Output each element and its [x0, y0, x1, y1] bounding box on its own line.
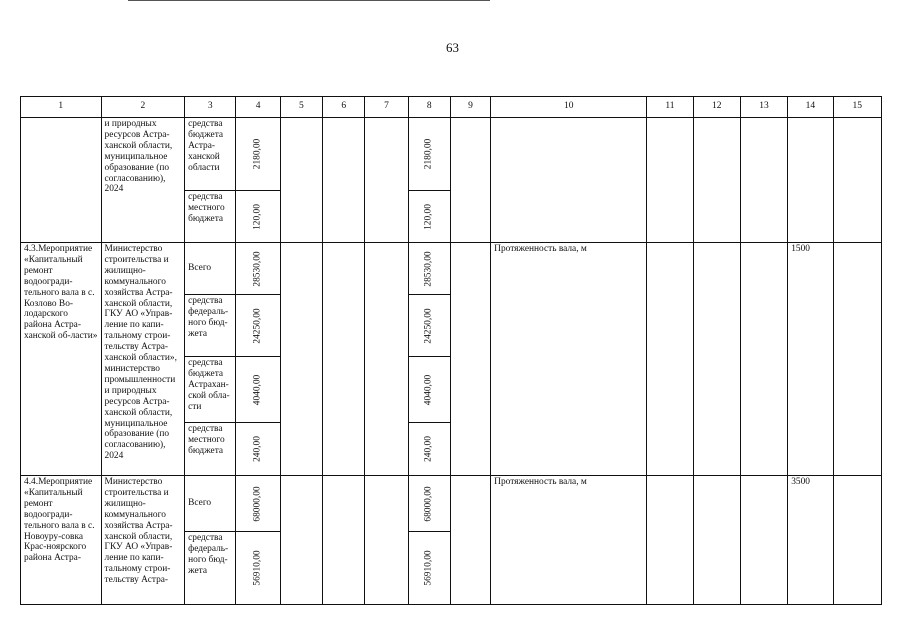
header-cell: 6 [323, 97, 365, 118]
source-cell: средства местного бюджета [185, 423, 236, 476]
source-cell: средства федераль-ного бюд-жета [185, 532, 236, 605]
table-row [21, 118, 882, 191]
header-cell: 7 [365, 97, 408, 118]
header-cell: 10 [491, 97, 647, 118]
executor-cell: и природных ресурсов Астра-ханской области, муниципальное образование (по согласованию), 2024 [101, 118, 185, 243]
header-cell: 12 [693, 97, 740, 118]
amount-cell: 28530,00 [236, 243, 280, 295]
header-cell: 15 [833, 97, 881, 118]
amount-cell: 4040,00 [408, 357, 450, 423]
table-row [21, 243, 882, 295]
amount-cell: 24250,00 [236, 295, 280, 357]
source-cell: средства бюджета Астра-ханской области [185, 118, 236, 191]
col1-cell [21, 118, 102, 243]
source-cell: средства федераль-ного бюд-жета [185, 295, 236, 357]
header-cell: 13 [740, 97, 787, 118]
header-cell: 4 [236, 97, 280, 118]
header-cell: 8 [408, 97, 450, 118]
table-row [21, 476, 882, 532]
header-cell: 1 [21, 97, 102, 118]
header-cell: 3 [185, 97, 236, 118]
header-cell: 11 [647, 97, 693, 118]
header-cell: 14 [788, 97, 833, 118]
header-cell: 2 [101, 97, 185, 118]
budget-table [20, 96, 882, 605]
amount-cell: 240,00 [408, 423, 450, 476]
amount-cell: 56910,00 [236, 532, 280, 605]
executor-cell: Министерство строительства и жилищно-коммунального хозяйства Астра-ханской области, ГКУ АО «Управ-ление по капи-тальному строи-тельству Астра- [101, 476, 185, 605]
amount-cell: 4040,00 [236, 357, 280, 423]
amount-cell: 28530,00 [408, 243, 450, 295]
indicator-cell: Протяженность вала, м [491, 476, 647, 605]
amount-cell: 68000,00 [408, 476, 450, 532]
amount-cell: 120,00 [236, 191, 280, 243]
amount-cell: 240,00 [236, 423, 280, 476]
amount-cell: 2180,00 [236, 118, 280, 191]
measure-cell: 4.3.Мероприятие «Капитальный ремонт водоогради-тельного вала в с. Козлово Во-лодарского района Астра-ханской об-ласти» [21, 243, 102, 476]
executor-cell: Министерство строительства и жилищно-коммунального хозяйства Астра-ханской области, ГКУ АО «Управ-ление по капи-тальному строи-тельству Астра-ханской области», министерство промышленности и природных ресурсов Астра-ханской области, муниципальное образование (по согласованию), 2024 [101, 243, 185, 476]
measure-cell: 4.4.Мероприятие «Капитальный ремонт водоогради-тельного вала в с. Новоуру-совка Крас-ноярского района Астра- [21, 476, 102, 605]
source-cell: средства бюджета Астрахан-ской обла-сти [185, 357, 236, 423]
source-cell: Всего [185, 243, 236, 295]
source-cell: Всего [185, 476, 236, 532]
target-value-cell: 1500 [788, 243, 833, 476]
amount-cell: 68000,00 [236, 476, 280, 532]
top-rule [128, 0, 490, 1]
header-cell: 5 [280, 97, 322, 118]
amount-cell: 56910,00 [408, 532, 450, 605]
amount-cell: 2180,00 [408, 118, 450, 191]
page-number: 63 [446, 40, 459, 55]
target-value-cell: 3500 [788, 476, 833, 605]
header-row [21, 97, 882, 118]
indicator-cell: Протяженность вала, м [491, 243, 647, 476]
source-cell: средства местного бюджета [185, 191, 236, 243]
amount-cell: 120,00 [408, 191, 450, 243]
header-cell: 9 [450, 97, 490, 118]
amount-cell: 24250,00 [408, 295, 450, 357]
